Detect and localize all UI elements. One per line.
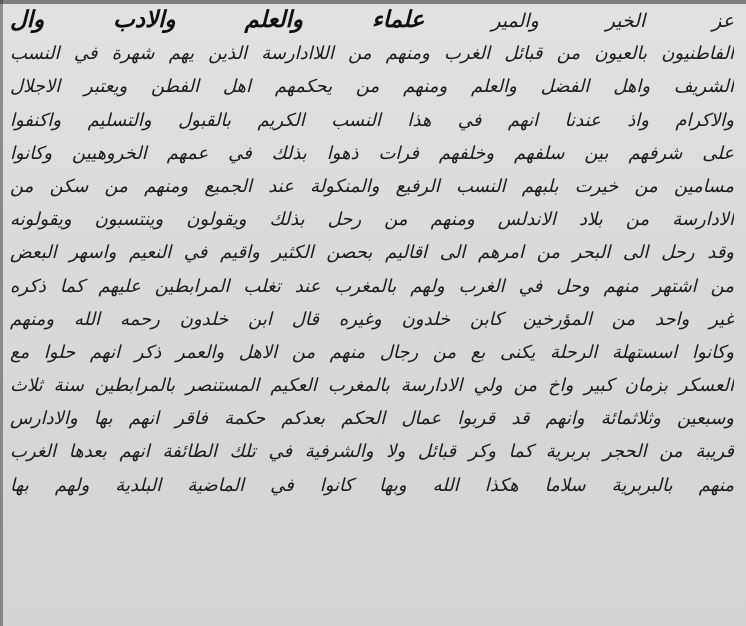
text-line-5: على شرفهم بين سلفهم وخلفهم فرات ذهوا بذلك في عمهم الخروهيين وكانوا [10,142,734,164]
text-line-12: العسكر بزمان كبير واخ من ولي الادارسة بالمغرب العكيم المستنصر بالمرابطين سنة ثلاث [10,375,734,397]
text-line-13: وسبعين وثلاثمائة وانهم قد قربوا عمال الحكم بعدكم حكمة فاقر انهم بها والادارس [10,408,734,430]
page-left-border [0,0,3,626]
text-line-10: غير واحد من المؤرخين كابن خلدون وغيره قال ابن خلدون رحمه الله ومنهم [10,308,734,330]
text-line-3: الشريف واهل الفضل والعلم ومنهم من يحكمهم اهل الفطن ويعتبر الاجلال [10,76,734,98]
line-1-start: عز الخير والمير [491,10,734,32]
section-heading: علماء والعلم والادب وال [10,7,425,33]
text-line-11: وكانوا اسستهلة الرحلة يكنى بع من رجال منهم من الاهل والعمر ذكر انهم حلوا مع [10,341,734,363]
text-line-4: والاكرام واذ عندنا انهم في هذا النسب الكريم بالقبول والتسليم واكنفوا [10,109,734,131]
text-line-14: قريبة من الحجر بربرية كما وكر قبائل ولا والشرفية في تلك الطائفة انهم بعدها الغرب [10,441,734,463]
text-line-9: من اشتهر منهم وحل في الغرب ولهم بالمغرب عند تغلب المرابطين عليهم كما ذكره [10,275,734,297]
text-line-7: الادارسة من بلاد الاندلس ومنهم من رحل بذلك ويقولون وينتسبون ويقولونه [10,209,734,231]
text-line-8: وقد رحل الى البحر من امرهم الى اقاليم بحصن الكثير واقيم في النعيم واسهر البعض [10,242,734,264]
text-line-2: الفاطنيون بالعيون من قبائل الغرب ومنهم من اللاادارسة الذين يهم شهرة في النسب [10,43,734,65]
text-line-6: مسامين من خيرت بلبهم النسب الرفيع والمنكولة عند الجميع ومنهم من سكن من [10,175,734,197]
manuscript-text-block [10,4,734,620]
text-line-1 [10,4,734,37]
text-line-15: منهم بالبربرية سلاما هكذا الله وبها كانوا في الماضية البلدية ولهم بها [10,474,734,496]
